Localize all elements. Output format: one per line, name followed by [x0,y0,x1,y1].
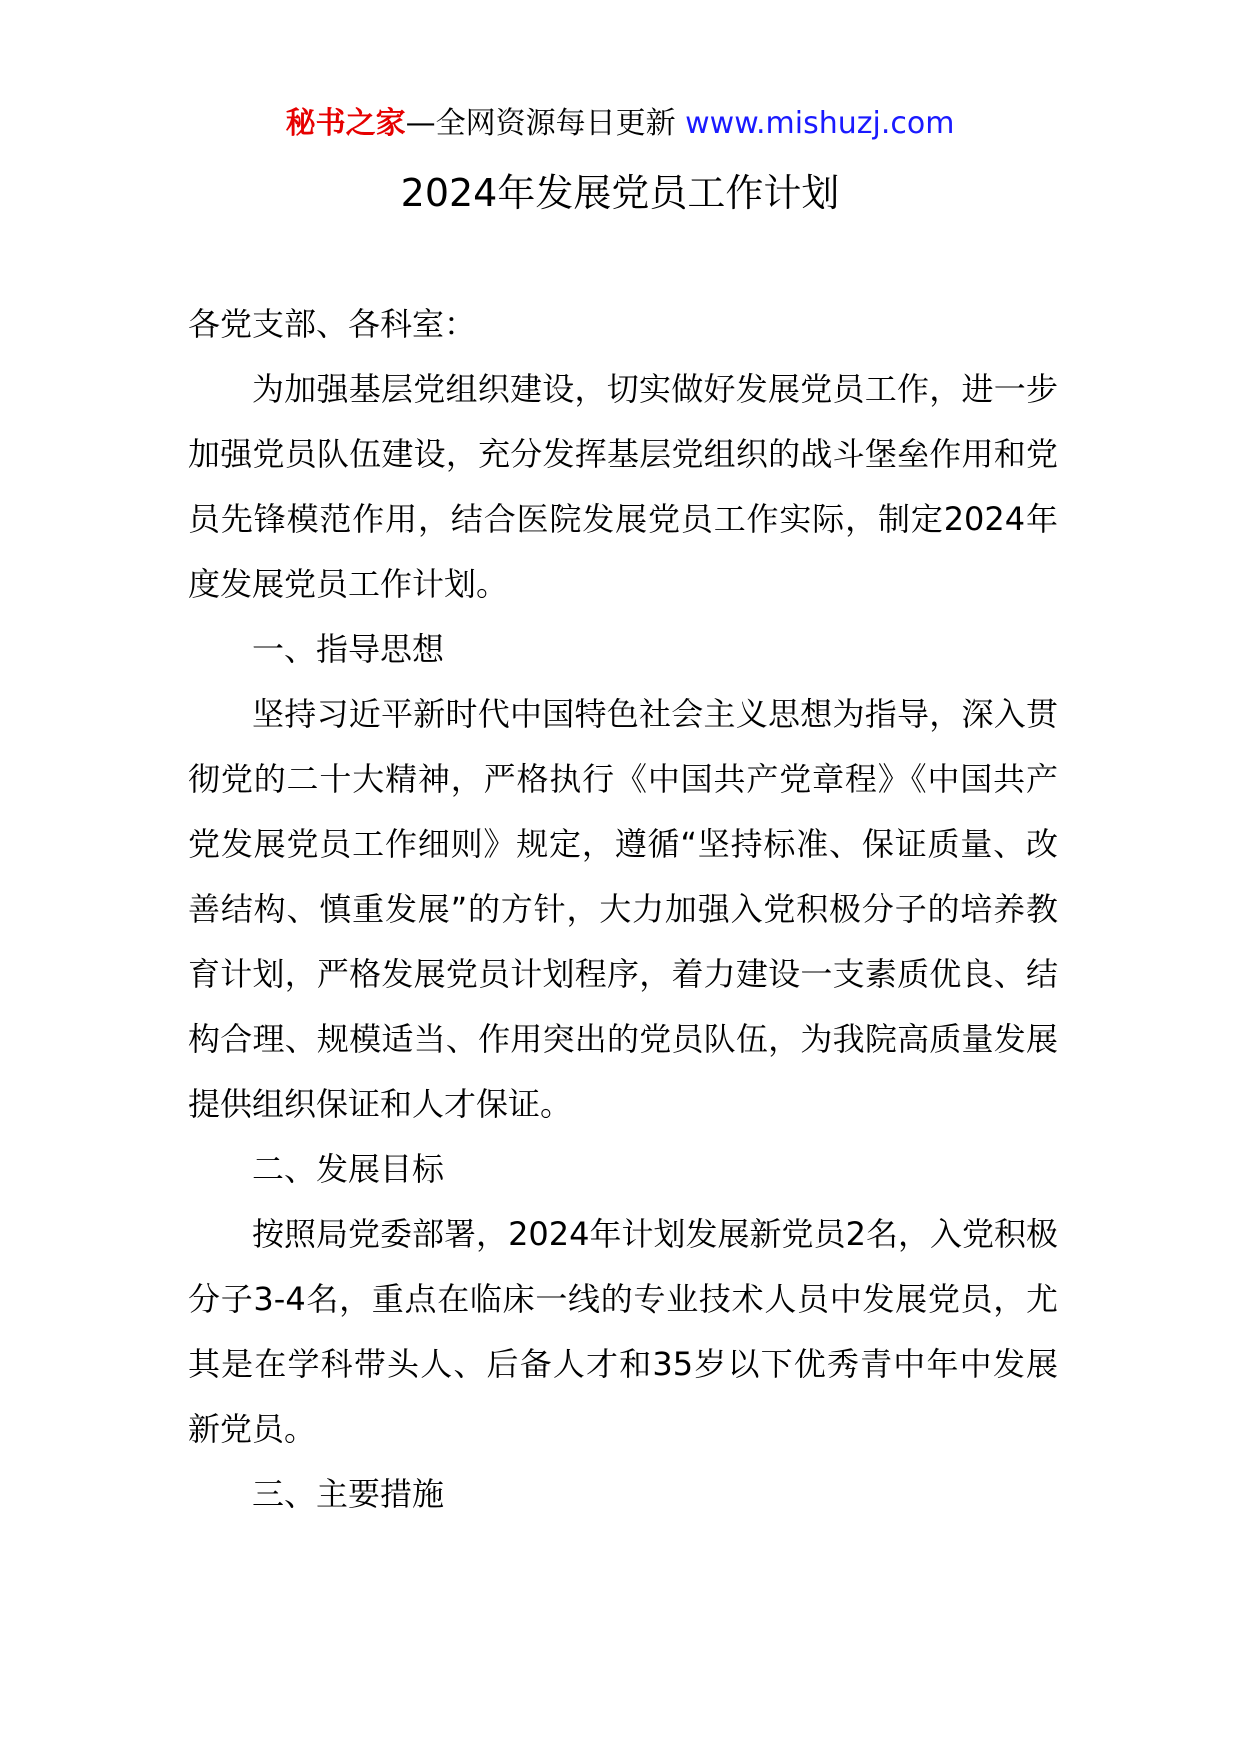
section-heading-guiding-ideology: 一、指导思想 [252,630,445,668]
section-heading-main-measures: 三、主要措施 [252,1475,445,1513]
site-tagline: —全网资源每日更新 [405,106,676,141]
intro-paragraph: 为加强基层党组织建设，切实做好发展党员工作，进一步加强党员队伍建设，充分发挥基层党组织的战斗堡垒作用和党员先锋模范作用，结合医院发展党员工作实际，制定2024年度发展党员工作计划。 [188,370,1058,603]
document-title: 2024年发展党员工作计划 [400,171,840,215]
guiding-ideology-paragraph: 坚持习近平新时代中国特色社会主义思想为指导，深入贯彻党的二十大精神，严格执行《中国共产党章程》《中国共产党发展党员工作细则》规定，遵循“坚持标准、保证质量、改善结构、慎重发展”的方针，大力加强入党积极分子的培养教育计划，严格发展党员计划程序，着力建设一支素质优良、结构合理、规模适当、作用突出的党员队伍，为我院高质量发展提供组织保证和人才保证。 [188,695,1058,1123]
section-heading-development-goals: 二、发展目标 [252,1150,445,1188]
salutation: 各党支部、各科室： [188,305,477,343]
development-goals-paragraph: 按照局党委部署，2024年计划发展新党员2名，入党积极分子3-4名，重点在临床一线的专业技术人员中发展党员，尤其是在学科带头人、后备人才和35岁以下优秀青中年中发展新党员。 [188,1215,1058,1448]
site-header [0,104,1240,144]
document-body [188,292,1058,1527]
site-url-link[interactable]: www.mishuzj.com [685,106,955,141]
site-brand: 秘书之家 [285,106,406,141]
